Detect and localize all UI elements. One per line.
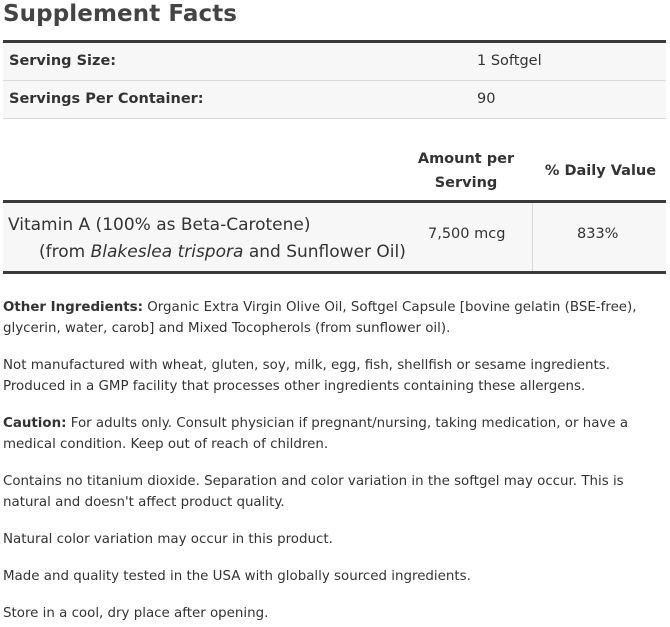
other-ingredients-paragraph [3, 297, 663, 339]
serving-size-row [3, 43, 666, 81]
other-ingredients-text: Organic Extra Virgin Olive Oil, Softgel Capsule [bovine gelatin (BSE-free), glycerin, water, carob] and Mixed Tocopherols (from sunflower oil). [3, 300, 637, 336]
titanium-paragraph: Contains no titanium dioxide. Separation and color variation in the softgel may occur. This is natural and doesn't affect product quality. [3, 474, 624, 510]
nutrient-source-organism: Blakeslea trispora [90, 242, 244, 262]
nutrient-amount: 7,500 mcg [428, 226, 506, 242]
nutrient-daily-value: 833% [577, 226, 619, 242]
nutrient-name-line1: Vitamin A (100% as Beta-Carotene) [8, 215, 311, 235]
serving-size-value: 1 Softgel [477, 53, 542, 69]
caution-text: For adults only. Consult physician if pregnant/nursing, taking medication, or have a medical condition. Keep out of reach of children. [3, 416, 629, 452]
other-ingredients-label: Other Ingredients: [3, 300, 143, 315]
allergen-paragraph: Not manufactured with wheat, gluten, soy, milk, egg, fish, shellfish or sesame ingredients. Produced in a GMP facility that processes other ingredients containing these allergens. [3, 358, 610, 394]
servings-per-container-label: Servings Per Container: [9, 91, 204, 107]
servings-per-container-value: 90 [477, 91, 496, 107]
nutrient-name [8, 212, 406, 266]
nutrient-table [3, 200, 666, 274]
amount-header-line1: Amount per [417, 151, 515, 167]
serving-info-table [3, 40, 666, 119]
color-variation-paragraph: Natural color variation may occur in this product. [3, 532, 333, 547]
amount-per-serving-header [411, 147, 521, 195]
made-in-paragraph: Made and quality tested in the USA with globally sourced ingredients. [3, 569, 471, 584]
servings-per-container-row [3, 81, 666, 119]
amount-header-line2: Serving [434, 175, 498, 191]
storage-paragraph: Store in a cool, dry place after opening. [3, 606, 269, 621]
cell-divider [532, 203, 533, 271]
nutrient-source-suffix: and Sunflower Oil) [243, 242, 406, 262]
daily-value-header: % Daily Value [544, 163, 657, 179]
nutrient-source [8, 239, 406, 266]
serving-size-label: Serving Size: [9, 53, 117, 69]
caution-paragraph [3, 413, 663, 455]
caution-label: Caution: [3, 416, 67, 431]
nutrient-source-prefix: (from [39, 242, 91, 262]
page-title: Supplement Facts [3, 1, 238, 27]
